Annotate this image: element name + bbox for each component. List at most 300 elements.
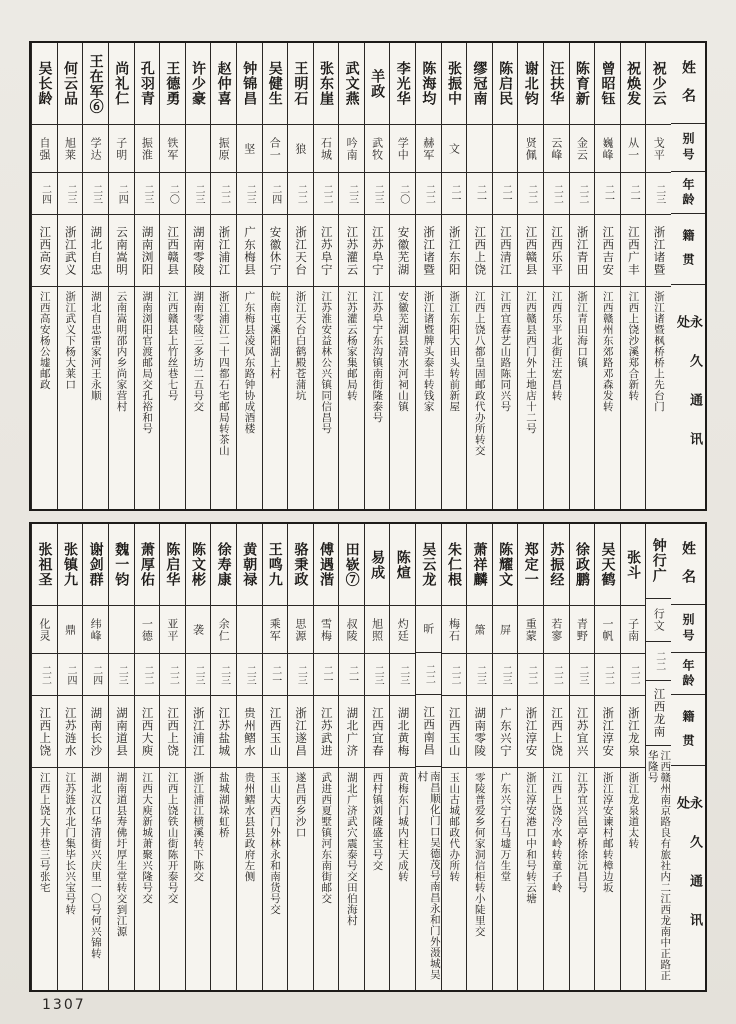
name-cell: [32, 43, 57, 125]
alias-text: 武牧: [370, 136, 384, 161]
person-column: [466, 43, 492, 509]
name-text: 陈启华: [164, 542, 181, 587]
name-cell: [467, 43, 492, 125]
name-cell: [339, 524, 364, 606]
person-column: [645, 524, 671, 990]
address-cell: [58, 287, 83, 509]
alias-text: 振原: [217, 136, 231, 161]
age-text: 二二: [218, 183, 230, 204]
alias-text: 雪梅: [319, 617, 333, 642]
alias-text: 昕: [421, 623, 435, 636]
name-text: 易成: [369, 549, 386, 580]
name-text: 钟行广: [650, 538, 667, 584]
native-cell: [339, 215, 364, 287]
age-text: 二三: [653, 183, 665, 204]
address-text: 江西大庾新城萧聚兴隆号交: [141, 772, 154, 904]
alias-cell: [544, 606, 569, 654]
person-column: [645, 43, 671, 509]
native-cell: [570, 215, 595, 287]
address-cell: [135, 287, 160, 509]
address-text: 江西上饶沙溪郑合新转: [627, 291, 640, 401]
alias-text: 旭照: [370, 617, 384, 642]
alias-text: 屏: [498, 623, 512, 636]
header-label-age: 年龄: [681, 177, 695, 208]
native-cell: [186, 215, 211, 287]
native-cell: [314, 696, 339, 768]
header-cell-age: [671, 172, 705, 214]
age-text: 二二: [167, 664, 179, 685]
native-cell: [646, 215, 671, 287]
native-cell: [186, 696, 211, 768]
age-cell: [314, 173, 339, 215]
alias-text: 合一: [268, 136, 282, 161]
age-cell: [58, 173, 83, 215]
address-text: 江西上饶八都皇固邮政代办所转交: [473, 291, 486, 456]
header-column: [671, 43, 705, 509]
alias-text: 铁军: [165, 136, 179, 161]
header-label-alias: 别号: [681, 131, 695, 164]
name-cell: [390, 524, 415, 606]
alias-text: 赫军: [421, 136, 435, 161]
alias-cell: [595, 606, 620, 654]
person-column: [262, 43, 288, 509]
native-cell: [646, 681, 671, 747]
age-text: 二三: [295, 664, 307, 685]
name-cell: [595, 524, 620, 606]
address-cell: [237, 768, 262, 990]
name-cell: [160, 524, 185, 606]
name-cell: [595, 43, 620, 125]
name-text: 田嵚⑦: [343, 542, 360, 587]
alias-text: 鼎: [63, 623, 77, 636]
name-text: 陈育新: [573, 61, 590, 106]
person-column: [31, 43, 57, 509]
address-text: 江西乐平北街汪宏昌转: [550, 291, 563, 401]
native-text: 湖南零陵: [191, 225, 206, 276]
native-text: 江苏阜宁: [370, 225, 385, 276]
address-cell: [109, 287, 134, 509]
alias-cell: [621, 125, 646, 173]
name-cell: [339, 43, 364, 125]
native-cell: [160, 215, 185, 287]
age-cell: [32, 654, 57, 696]
name-cell: [416, 43, 441, 125]
name-text: 萧厚佑: [138, 542, 155, 587]
native-cell: [237, 696, 262, 768]
alias-text: 自强: [37, 136, 51, 161]
person-column: [620, 43, 646, 509]
alias-cell: [570, 606, 595, 654]
age-cell: [595, 173, 620, 215]
alias-text: 学达: [89, 136, 103, 161]
person-column: [287, 43, 313, 509]
native-cell: [467, 215, 492, 287]
name-text: 傅遇湝: [317, 542, 334, 587]
native-text: 江西高安: [38, 225, 53, 276]
header-label-alias: 别号: [681, 612, 695, 645]
name-cell: [493, 43, 518, 125]
age-text: 二三: [244, 664, 256, 685]
person-column: [389, 43, 415, 509]
alias-cell: [416, 606, 441, 654]
native-text: 广东兴宁: [498, 706, 513, 757]
name-text: 张祖圣: [36, 542, 53, 587]
alias-text: 子明: [114, 136, 128, 161]
native-text: 云南嵩明: [114, 225, 129, 276]
native-text: 浙江诸暨: [422, 225, 437, 276]
address-cell: [621, 768, 646, 990]
address-cell: [570, 287, 595, 509]
address-text: 皖南屯溪阳湖上村: [269, 291, 282, 379]
address-text: 江西高安杨公墟邮政: [38, 291, 51, 390]
alias-cell: [237, 125, 262, 173]
alias-cell: [544, 125, 569, 173]
age-text: 二二: [551, 183, 563, 204]
native-text: 浙江浦江: [191, 706, 206, 757]
native-cell: [135, 696, 160, 768]
header-cell-address: [671, 285, 705, 509]
alias-text: 一德: [140, 617, 154, 642]
alias-cell: [263, 125, 288, 173]
age-cell: [390, 173, 415, 215]
native-text: 江西宜春: [370, 706, 385, 757]
age-text: 二二: [653, 650, 665, 671]
native-text: 湖北广济: [345, 706, 360, 757]
alias-cell: [160, 606, 185, 654]
age-cell: [570, 173, 595, 215]
address-cell: [58, 768, 83, 990]
name-cell: [365, 524, 390, 606]
native-text: 江西上饶: [38, 706, 53, 757]
person-column: [415, 43, 441, 509]
address-text: 湖南浏阳官渡邮局交孔裕和号: [141, 291, 154, 434]
name-cell: [58, 43, 83, 125]
name-cell: [135, 43, 160, 125]
alias-text: 学中: [396, 136, 410, 161]
address-text: 零陵普爱乡何家洞信柜转小陡里交: [473, 772, 486, 937]
native-cell: [467, 696, 492, 768]
address-text: 江西宜春艺山路陈同兴号: [499, 291, 512, 412]
native-text: 江苏灌云: [345, 225, 360, 276]
name-text: 陈煊: [394, 549, 411, 580]
name-text: 吴健生: [266, 61, 283, 106]
address-text: 江西赣县上竹丝巷七号: [166, 291, 179, 401]
age-cell: [83, 173, 108, 215]
name-cell: [237, 43, 262, 125]
alias-cell: [186, 125, 211, 173]
address-text: 遂昌西乡沙口: [294, 772, 307, 838]
native-cell: [390, 696, 415, 768]
alias-cell: [288, 606, 313, 654]
age-text: 二四: [269, 183, 281, 204]
address-text: 江西上饶铁山街陈开泰号交: [166, 772, 179, 904]
native-text: 江西清江: [498, 225, 513, 276]
name-text: 陈耀文: [497, 542, 514, 587]
name-text: 吴长龄: [36, 61, 53, 106]
person-column: [313, 43, 339, 509]
name-text: 王明石: [292, 61, 309, 106]
name-text: 陈文彬: [190, 542, 207, 587]
alias-cell: [493, 125, 518, 173]
age-cell: [442, 654, 467, 696]
age-cell: [621, 654, 646, 696]
address-text: 湖北广济武穴震泰号交田伯海村: [345, 772, 358, 926]
person-column: [364, 524, 390, 990]
native-text: 江西上饶: [550, 706, 565, 757]
alias-text: 巍峰: [601, 136, 615, 161]
name-text: 谢剑群: [87, 542, 104, 587]
address-cell: [135, 768, 160, 990]
name-text: 朱仁根: [445, 542, 462, 587]
age-cell: [237, 654, 262, 696]
native-cell: [595, 215, 620, 287]
address-cell: [32, 287, 57, 509]
address-cell: [186, 287, 211, 509]
alias-text: 云峰: [549, 136, 563, 161]
name-text: 骆秉政: [292, 542, 309, 587]
age-text: 二二: [423, 183, 435, 204]
age-text: 二三: [372, 183, 384, 204]
person-column: [210, 43, 236, 509]
age-text: 二二: [602, 664, 614, 685]
person-column: [492, 43, 518, 509]
name-cell: [518, 524, 543, 606]
person-column: [569, 43, 595, 509]
address-cell: [467, 768, 492, 990]
native-text: 江西赣县: [166, 225, 181, 276]
age-text: 二一: [269, 664, 281, 685]
person-column: [441, 524, 467, 990]
alias-text: 坚: [242, 142, 256, 155]
native-cell: [237, 215, 262, 287]
person-column: [262, 524, 288, 990]
address-cell: [390, 768, 415, 990]
name-text: 武文燕: [343, 61, 360, 106]
age-text: 二三: [116, 664, 128, 685]
alias-text: 乘军: [268, 617, 282, 642]
age-text: 二三: [372, 664, 384, 685]
address-text: 浙江天台白鹤殿苍蒲坑: [294, 291, 307, 401]
person-column: [82, 43, 108, 509]
address-cell: [160, 287, 185, 509]
age-cell: [390, 654, 415, 696]
native-cell: [416, 215, 441, 287]
alias-text: 从一: [626, 136, 640, 161]
name-text: 陈海均: [420, 61, 437, 106]
person-column: [517, 524, 543, 990]
native-cell: [339, 696, 364, 768]
age-cell: [467, 654, 492, 696]
alias-text: 贤佩: [524, 136, 538, 161]
header-cell-name: [671, 43, 705, 124]
alias-text: 重蒙: [524, 617, 538, 642]
address-cell: [621, 287, 646, 509]
person-column: [210, 524, 236, 990]
age-text: 二一: [474, 183, 486, 204]
name-cell: [109, 43, 134, 125]
alias-cell: [595, 125, 620, 173]
header-cell-native: [671, 695, 705, 767]
name-cell: [135, 524, 160, 606]
address-text: 浙江东阳大田头转前新屋: [448, 291, 461, 412]
native-cell: [263, 215, 288, 287]
page-number: 1307: [42, 997, 86, 1013]
alias-text: 灼廷: [396, 617, 410, 642]
name-text: 黄朝禄: [241, 542, 258, 587]
native-text: 浙江青田: [575, 225, 590, 276]
native-text: 江西玉山: [447, 706, 462, 757]
native-cell: [621, 696, 646, 768]
age-text: 二三: [474, 664, 486, 685]
address-cell: [518, 287, 543, 509]
name-text: 吴云龙: [420, 541, 437, 587]
alias-cell: [237, 606, 262, 654]
native-cell: [32, 696, 57, 768]
alias-cell: [186, 606, 211, 654]
address-cell: [595, 768, 620, 990]
native-cell: [109, 215, 134, 287]
address-cell: [211, 287, 236, 509]
name-text: 许少豪: [190, 61, 207, 106]
alias-cell: [570, 125, 595, 173]
alias-cell: [442, 606, 467, 654]
alias-cell: [646, 599, 671, 643]
alias-cell: [109, 606, 134, 654]
alias-cell: [390, 125, 415, 173]
name-cell: [83, 524, 108, 606]
address-text: 江西上饶大井巷三号张宅: [38, 772, 51, 893]
native-text: 江西赣县: [524, 225, 539, 276]
age-text: 二四: [90, 664, 102, 685]
name-text: 张镇九: [62, 542, 79, 587]
alias-cell: [135, 606, 160, 654]
address-cell: [646, 287, 671, 509]
native-text: 江苏盐城: [217, 706, 232, 757]
native-text: 江西龙南: [652, 687, 667, 738]
address-text: 浙江龙泉道太转: [627, 772, 640, 849]
name-cell: [646, 43, 671, 125]
person-column: [185, 524, 211, 990]
native-text: 江苏阜宁: [319, 225, 334, 276]
address-cell: [160, 768, 185, 990]
native-text: 江西玉山: [268, 706, 283, 757]
age-cell: [135, 654, 160, 696]
person-column: [236, 524, 262, 990]
name-text: 谢北钧: [522, 61, 539, 106]
person-column: [134, 43, 160, 509]
alias-text: 亚平: [165, 617, 179, 642]
address-text: 黄梅东门城内柱天成转: [397, 772, 410, 882]
name-text: 陈启民: [497, 61, 514, 106]
person-column: [466, 524, 492, 990]
person-column: [82, 524, 108, 990]
address-cell: [186, 768, 211, 990]
address-cell: [83, 287, 108, 509]
age-text: 二二: [141, 664, 153, 685]
native-text: 江西上饶: [166, 706, 181, 757]
age-cell: [263, 173, 288, 215]
age-cell: [646, 642, 671, 680]
alias-text: 箫: [473, 623, 487, 636]
person-column: [569, 524, 595, 990]
age-cell: [416, 173, 441, 215]
native-cell: [160, 696, 185, 768]
native-cell: [32, 215, 57, 287]
name-text: 羊政: [369, 68, 386, 99]
name-cell: [416, 524, 441, 606]
native-cell: [544, 215, 569, 287]
age-cell: [211, 654, 236, 696]
alias-text: 化灵: [37, 617, 51, 642]
native-cell: [109, 696, 134, 768]
name-cell: [58, 524, 83, 606]
native-text: 浙江诸暨: [652, 225, 667, 276]
age-text: 二三: [193, 664, 205, 685]
native-text: 贵州鳛水: [242, 706, 257, 757]
header-label-address: 永久通讯处: [674, 315, 702, 472]
person-column: [492, 524, 518, 990]
native-text: 浙江淳安: [601, 706, 616, 757]
address-text: 浙江浦江二十四都石宅邮局转茶山: [217, 291, 230, 456]
person-column: [236, 43, 262, 509]
name-text: 祝焕发: [625, 61, 642, 106]
name-text: 祝少云: [650, 61, 667, 106]
age-cell: [288, 173, 313, 215]
person-column: [620, 524, 646, 990]
age-cell: [570, 654, 595, 696]
alias-cell: [365, 606, 390, 654]
native-cell: [83, 696, 108, 768]
name-cell: [237, 524, 262, 606]
address-text: 江苏淮安益林公兴镇同信昌号: [320, 291, 333, 434]
native-text: 浙江东阳: [447, 225, 462, 276]
person-column: [594, 524, 620, 990]
address-text: 湖南零陵三多坊二五号交: [192, 291, 205, 412]
alias-cell: [314, 606, 339, 654]
name-cell: [83, 43, 108, 125]
name-text: 魏一钧: [113, 542, 130, 587]
name-cell: [263, 43, 288, 125]
address-cell: [442, 768, 467, 990]
age-cell: [493, 173, 518, 215]
person-column: [338, 43, 364, 509]
alias-cell: [365, 125, 390, 173]
address-cell: [544, 768, 569, 990]
alias-cell: [442, 125, 467, 173]
address-cell: [390, 287, 415, 509]
age-cell: [493, 654, 518, 696]
name-cell: [544, 43, 569, 125]
age-text: 二一: [346, 664, 358, 685]
name-cell: [365, 43, 390, 125]
native-cell: [83, 215, 108, 287]
age-text: 二〇: [167, 183, 179, 204]
name-text: 苏振经: [548, 542, 565, 587]
address-cell: [314, 287, 339, 509]
address-cell: [442, 287, 467, 509]
name-cell: [109, 524, 134, 606]
age-text: 二二: [320, 183, 332, 204]
alias-text: 旭莱: [63, 136, 77, 161]
native-cell: [314, 215, 339, 287]
alias-text: 振淮: [140, 136, 154, 161]
alias-cell: [32, 606, 57, 654]
native-cell: [493, 215, 518, 287]
address-text: 浙江青田海口镇: [576, 291, 589, 368]
alias-cell: [211, 125, 236, 173]
name-cell: [211, 43, 236, 125]
header-cell-name: [671, 524, 705, 605]
